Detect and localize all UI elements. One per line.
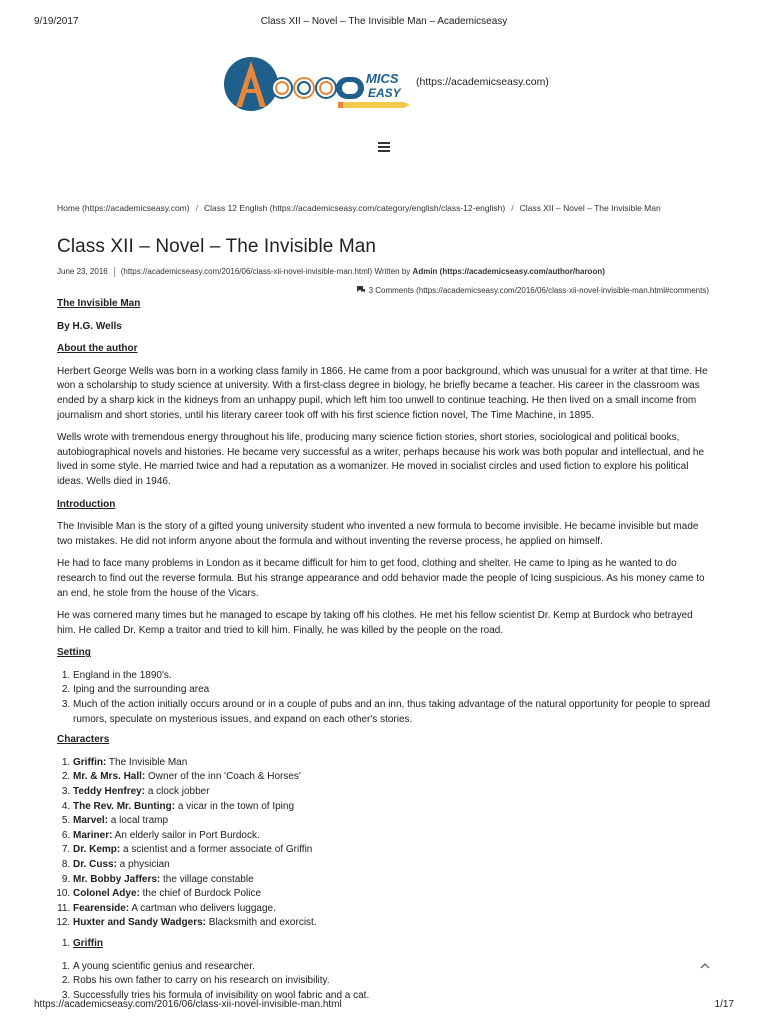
breadcrumb-home[interactable]: Home (https://academicseasy.com) xyxy=(57,203,190,213)
logo-url-text[interactable]: (https://academicseasy.com) xyxy=(416,76,549,88)
list-item xyxy=(73,873,712,888)
print-footer-url: https://academicseasy.com/2016/06/class-xii-novel-invisible-man.html xyxy=(34,999,342,1010)
print-page-number: 1/17 xyxy=(714,999,734,1010)
character-name: Mariner: xyxy=(73,829,113,841)
breadcrumb-separator: / xyxy=(195,203,198,213)
post-author[interactable]: Admin (https://academicseasy.com/author/haroon) xyxy=(412,267,605,277)
post-permalink[interactable]: (https://academicseasy.com/2016/06/class-xii-novel-invisible-man.html) Written by xyxy=(120,267,411,277)
comments-text[interactable]: 3 Comments (https://academicseasy.com/2016/06/class-xii-novel-invisible-man.html#comments) xyxy=(368,286,709,295)
character-desc: a scientist and a former associate of Griffin xyxy=(120,844,313,856)
list-item: 1. England in the 1890's. xyxy=(73,669,712,684)
list-item: 2. Iping and the surrounding area xyxy=(73,683,712,698)
paragraph: He had to face many problems in London as it became difficult for him to get food, clothing and shelter. He came to Iping as he wanted to do research to find out the reverse formula. But his strange appearance and odd behavior made the people of Icing suspicious. As his money came to an end, he stole from the house of the Vicars. xyxy=(57,558,705,599)
character-desc: the chief of Burdock Police xyxy=(139,888,262,900)
list-item xyxy=(73,858,712,873)
breadcrumb xyxy=(57,203,661,213)
meta-divider xyxy=(114,267,115,277)
comments-icon xyxy=(356,285,366,294)
page-title: Class XII – Novel – The Invisible Man xyxy=(57,236,377,257)
character-desc: The Invisible Man xyxy=(106,756,188,768)
list-item xyxy=(73,843,712,858)
svg-text:MICS: MICS xyxy=(366,71,399,86)
griffin-list xyxy=(57,960,712,1004)
post-meta xyxy=(57,267,605,277)
list-item: 2. Robs his own father to carry on his research on invisibility. xyxy=(73,974,712,989)
character-desc: A cartman who delivers luggage. xyxy=(129,902,276,914)
griffin-heading-list xyxy=(57,937,712,952)
character-name: Fearenside: xyxy=(73,902,130,914)
print-page-title: Class XII – Novel – The Invisible Man – Academicseasy xyxy=(260,16,508,27)
section-heading: About the author xyxy=(57,343,138,355)
paragraph: Wells wrote with tremendous energy throughout his life, producing many science fiction stories, short stories, sociological and political books, autobiographical novels and histories. He became very successful as a writer, perhaps because his work was both popular and intellectual, and he lived in some style. He married twice and had a reputation as a womanizer. He moved in socialist circles and used fiction to explore his political ideas. Wells died in 1946. xyxy=(57,432,705,487)
list-item xyxy=(73,902,712,917)
list-item xyxy=(73,829,712,844)
character-name: Mr. Bobby Jaffers: xyxy=(73,873,161,885)
character-name: Dr. Kemp: xyxy=(73,844,121,856)
list-item xyxy=(73,756,712,771)
section-heading: Setting xyxy=(57,647,91,659)
character-desc: a vicar in the town of Iping xyxy=(175,800,295,812)
list-item: 3. Successfully tries his formula of invisibility on wool fabric and a cat. xyxy=(73,989,712,1004)
post-date: June 23, 2016 xyxy=(57,267,108,277)
paragraph: He was cornered many times but he managed to escape by taking off his clothes. He met his fellow scientist Dr. Kemp at Burdock who betrayed him. He called Dr. Kemp a traitor and tried to kill him. Finally, he was killed by the people on the road. xyxy=(57,610,693,636)
character-desc: a local tramp xyxy=(108,815,169,827)
section-heading: Characters xyxy=(57,734,110,746)
breadcrumb-category[interactable]: Class 12 English (https://academicseasy.com/category/english/class-12-english) xyxy=(203,203,506,213)
character-desc: Blacksmith and exorcist. xyxy=(206,917,317,929)
comments-link[interactable] xyxy=(356,285,709,295)
byline: By H.G. Wells xyxy=(57,320,122,332)
breadcrumb-current: Class XII – Novel – The Invisible Man xyxy=(519,203,661,213)
print-date: 9/19/2017 xyxy=(34,16,79,27)
scroll-to-top-button[interactable] xyxy=(699,958,711,968)
paragraph: Herbert George Wells was born in a working class family in 1866. He came from a poor background, which was unusual for a writer at that time. He won a scholarship to study science at university. With a first-class degree in biology, he briefly became a teacher. His career in the classroom was ended by a sharp kick in the kidneys from an unhappy pupil, which left him too unwell to continue teaching. He then lived on a small income from journalism and short stories, until his literary career took off with his first science fiction novel, The Time Machine, in 1895. xyxy=(57,365,708,421)
character-name: The Rev. Mr. Bunting: xyxy=(73,800,176,812)
character-name: Colonel Adye: xyxy=(73,888,140,900)
breadcrumb-separator: / xyxy=(511,203,514,213)
list-item xyxy=(73,937,712,952)
site-logo[interactable] xyxy=(222,55,422,113)
section-heading: Introduction xyxy=(57,498,116,510)
character-desc: An elderly sailor in Port Burdock. xyxy=(112,829,260,841)
section-heading: Griffin xyxy=(73,937,103,949)
list-item xyxy=(73,887,712,902)
svg-text:EASY: EASY xyxy=(368,86,401,100)
section-heading: The Invisible Man xyxy=(57,298,141,309)
article-content xyxy=(57,297,712,1009)
character-name: Teddy Henfrey: xyxy=(73,786,146,798)
list-item xyxy=(73,785,712,800)
character-name: Griffin: xyxy=(73,756,107,768)
character-desc: a clock jobber xyxy=(145,786,210,798)
chevron-up-icon xyxy=(699,961,711,971)
character-name: Mr. & Mrs. Hall: xyxy=(73,771,146,783)
character-name: Dr. Cuss: xyxy=(73,859,117,870)
setting-list xyxy=(57,669,712,727)
paragraph: The Invisible Man is the story of a gifted young university student who invented a new formula to become invisible. He became invisible but made two mistakes. He did not inform anyone about the formula and without inventing the reverse process, he applied on himself. xyxy=(57,521,699,547)
menu-icon[interactable] xyxy=(378,142,390,152)
list-item: 3. Much of the action initially occurs around or in a couple of pubs and an inn, thus taking advantage of the natural opportunity for people to spread rumors, speculate on mysterious issues, and expand on each other's stories. xyxy=(73,698,712,727)
character-desc: a physician xyxy=(116,859,170,870)
character-desc: the village constable xyxy=(160,873,254,885)
characters-list xyxy=(57,756,712,931)
character-desc: Owner of the inn 'Coach & Horses' xyxy=(145,771,301,783)
character-name: Marvel: xyxy=(73,815,109,827)
list-item xyxy=(73,800,712,815)
list-item xyxy=(73,916,712,931)
academicseasy-logo-icon xyxy=(222,55,422,113)
list-item: 1. A young scientific genius and researcher. xyxy=(73,960,712,975)
list-item xyxy=(73,814,712,829)
character-name: Huxter and Sandy Wadgers: xyxy=(73,917,206,929)
list-item xyxy=(73,770,712,785)
